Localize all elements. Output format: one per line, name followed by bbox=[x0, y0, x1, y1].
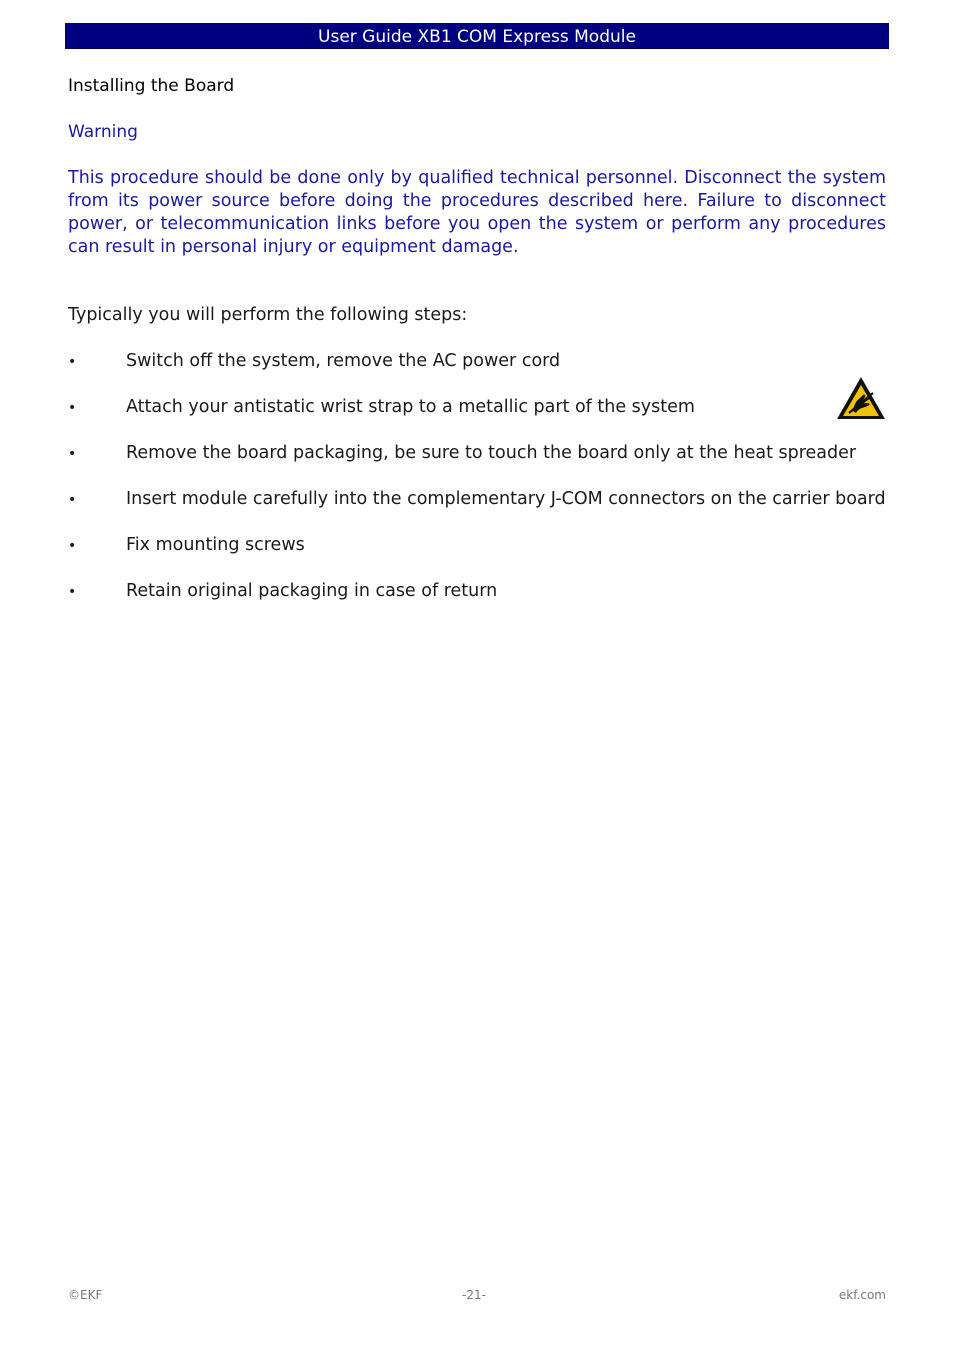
bullet: • bbox=[68, 446, 77, 462]
bullet: • bbox=[68, 400, 77, 416]
page-number: -21- bbox=[462, 1288, 486, 1302]
bullet: • bbox=[68, 584, 77, 600]
step-text: Remove the board packaging, be sure to touch the board only at the heat spreader bbox=[126, 443, 857, 463]
list-item bbox=[68, 397, 695, 417]
esd-warning-icon bbox=[835, 375, 887, 421]
list-item bbox=[68, 489, 886, 509]
section-title: Installing the Board bbox=[68, 76, 235, 96]
list-item bbox=[68, 581, 497, 601]
step-text: Attach your antistatic wrist strap to a metallic part of the system bbox=[126, 397, 695, 417]
warning-title: Warning bbox=[68, 122, 138, 142]
step-text: Fix mounting screws bbox=[126, 535, 305, 555]
footer-left: ©EKF bbox=[68, 1288, 103, 1302]
steps-intro: Typically you will perform the following steps: bbox=[68, 305, 468, 325]
bullet: • bbox=[68, 538, 77, 554]
list-item bbox=[68, 443, 856, 463]
step-text: Insert module carefully into the complementary J-COM connectors on the carrier board bbox=[126, 489, 886, 509]
list-item bbox=[68, 351, 560, 371]
step-text: Retain original packaging in case of return bbox=[126, 581, 498, 601]
step-text: Switch off the system, remove the AC power cord bbox=[126, 351, 561, 371]
bullet: • bbox=[68, 492, 77, 508]
page-header: User Guide XB1 COM Express Module bbox=[65, 23, 889, 49]
bullet: • bbox=[68, 354, 77, 370]
list-item bbox=[68, 535, 305, 555]
warning-text: This procedure should be done only by qualified technical personnel. Disconnect the system from its power source before doing the procedures described here. Failure to disconnect power, or telecommunication links before you open the system or perform any procedures can result in personal injury or equipment damage. bbox=[68, 168, 886, 257]
footer-right: ekf.com bbox=[838, 1288, 886, 1302]
